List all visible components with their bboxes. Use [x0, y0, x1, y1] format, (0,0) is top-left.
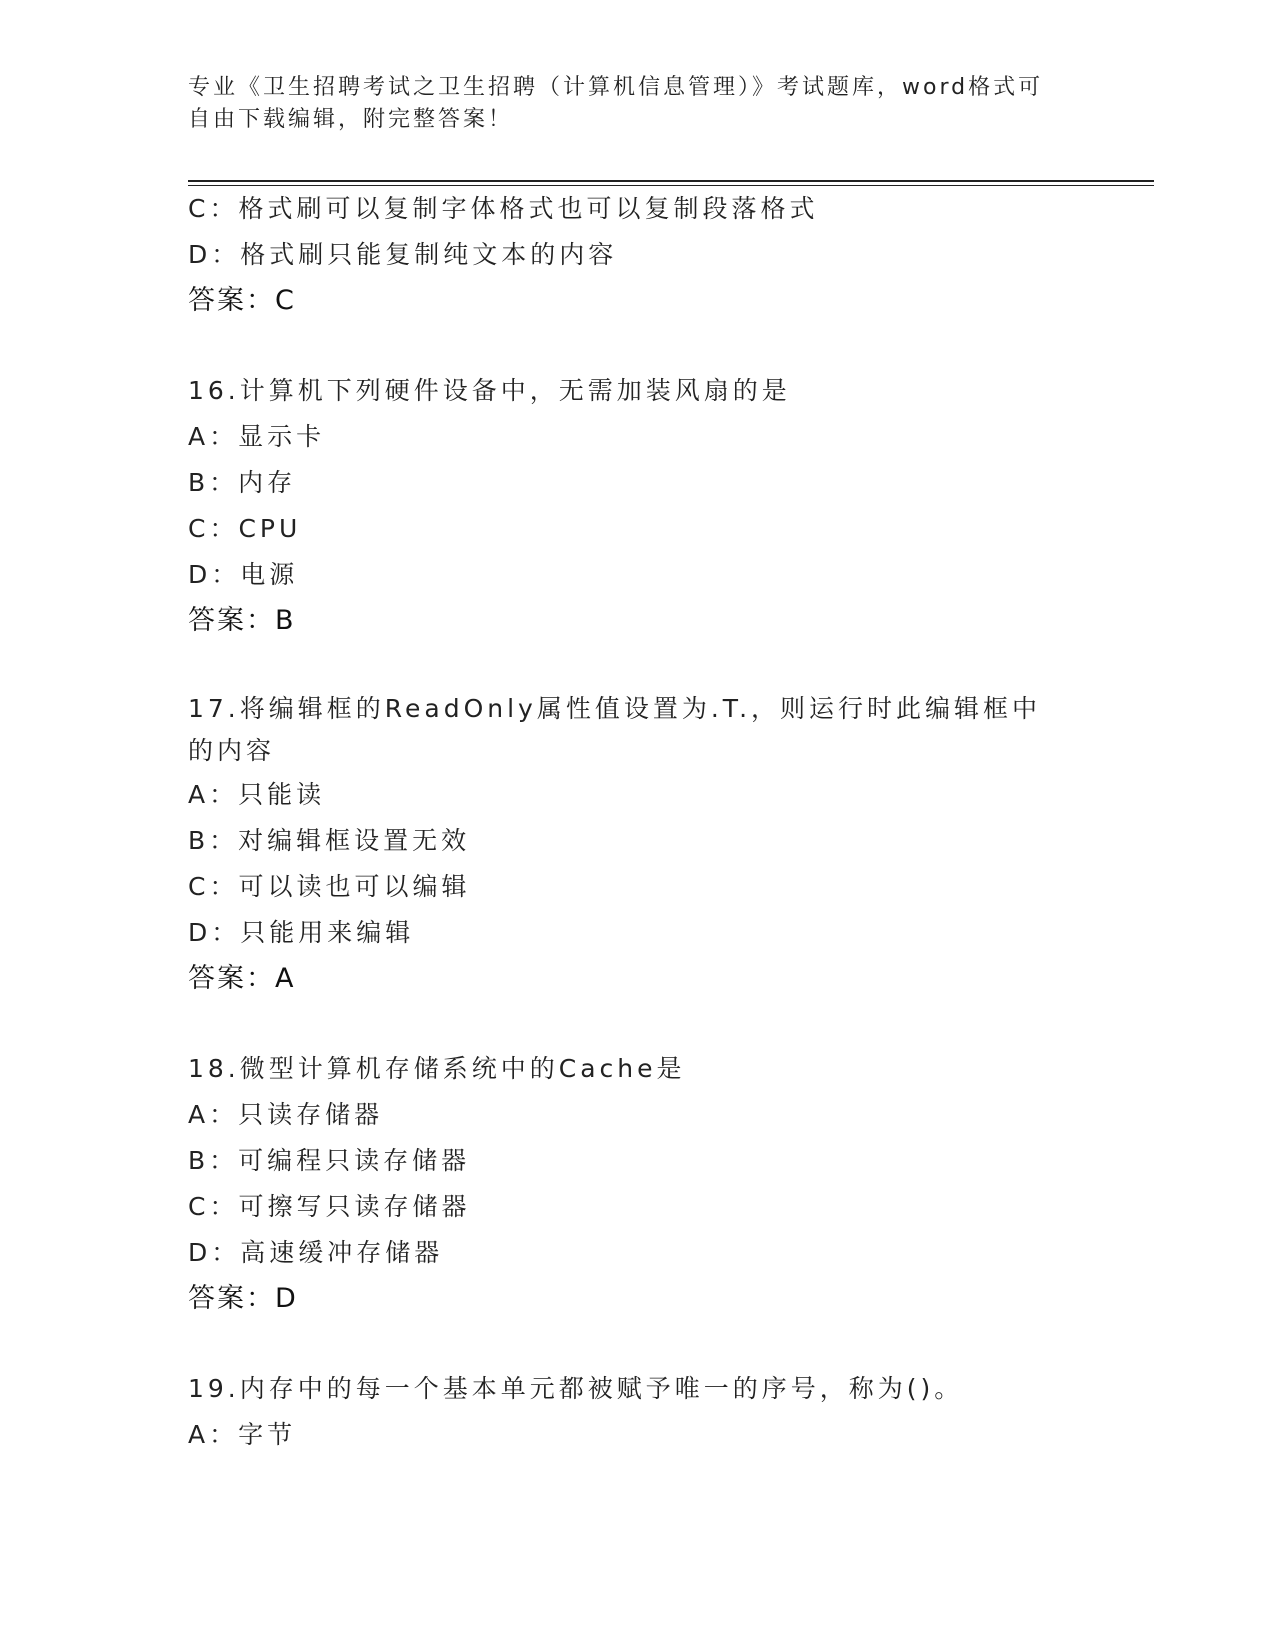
question-16: [188, 368, 1088, 644]
question-18: [188, 1046, 1088, 1322]
option-b: B：内存: [188, 468, 297, 497]
option-a: A：只读存储器: [188, 1100, 384, 1129]
question-text: 18.微型计算机存储系统中的Cache是: [188, 1054, 686, 1083]
question-text: 16.计算机下列硬件设备中，无需加装风扇的是: [188, 376, 791, 405]
option-c: C：可擦写只读存储器: [188, 1192, 471, 1221]
option-c: C：可以读也可以编辑: [188, 872, 471, 901]
question-text: 19.内存中的每一个基本单元都被赋予唯一的序号，称为()。: [188, 1374, 964, 1403]
option-a: A：字节: [188, 1420, 297, 1449]
option-d: D：格式刷只能复制纯文本的内容: [188, 240, 618, 269]
option-b: B：对编辑框设置无效: [188, 826, 471, 855]
option-c: C：格式刷可以复制字体格式也可以复制段落格式: [188, 194, 819, 223]
option-a: A：只能读: [188, 780, 326, 809]
question-text: 17.将编辑框的ReadOnly属性值设置为.T.，则运行时此编辑框中的内容: [188, 694, 1042, 765]
answer: 答案：D: [188, 1283, 298, 1314]
question-19: [188, 1366, 1088, 1458]
question-17: [188, 688, 1088, 1002]
option-a: A：显示卡: [188, 422, 326, 451]
document-header: 专业《卫生招聘考试之卫生招聘（计算机信息管理）》考试题库，word格式可自由下载编辑，附完整答案！: [188, 75, 1044, 132]
answer: 答案：A: [188, 963, 296, 994]
option-c: C：CPU: [188, 514, 302, 543]
option-d: D：电源: [188, 560, 299, 589]
header-divider-thick: [188, 180, 1154, 182]
answer: 答案：B: [188, 605, 296, 636]
option-d: D：高速缓冲存储器: [188, 1238, 444, 1267]
question-list: [188, 186, 1088, 1458]
option-d: D：只能用来编辑: [188, 918, 415, 947]
question-15-continued: [188, 186, 1088, 324]
option-b: B：可编程只读存储器: [188, 1146, 471, 1175]
answer: 答案：C: [188, 285, 296, 316]
